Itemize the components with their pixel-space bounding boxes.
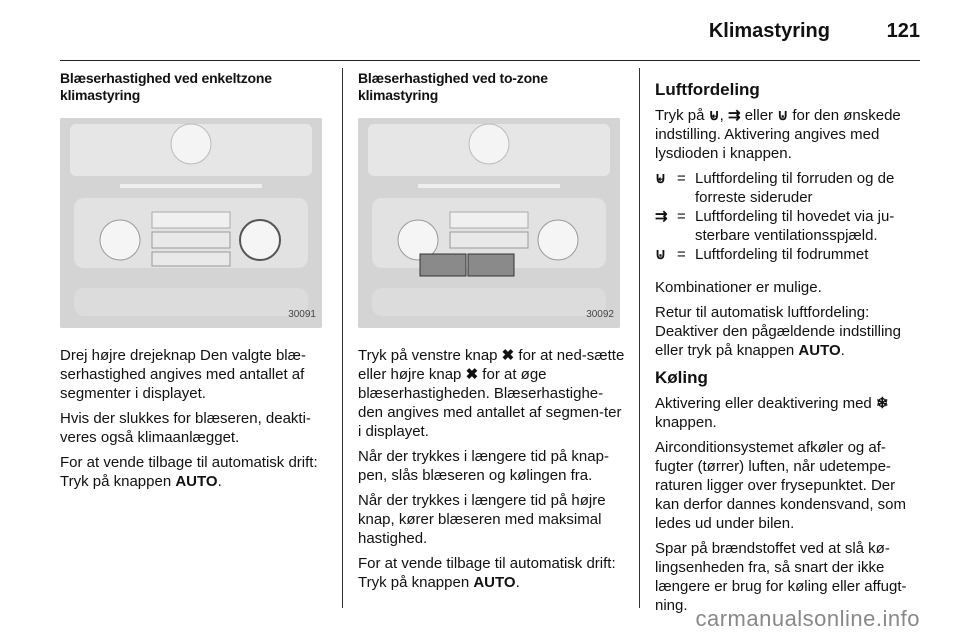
face-airflow-icon: ⇉ <box>655 208 668 225</box>
column-2 <box>358 70 626 598</box>
paragraph-text: knappen. <box>655 414 717 431</box>
figure-number: 30092 <box>586 309 614 320</box>
column-divider-1 <box>342 68 343 608</box>
paragraph-text: . <box>840 342 845 359</box>
paragraph <box>60 346 328 403</box>
paragraph-text: for at øge blæserhastigheden. Blæserhastighe-den angives med antallet af segmen-ter i displayet. <box>358 366 622 440</box>
definition-text: Luftfordeling til hovedet via ju-sterbare ventilationsspjæld. <box>695 208 895 244</box>
column-3 <box>655 80 923 621</box>
equals-sign: = <box>677 170 686 187</box>
definition-list <box>655 169 923 264</box>
column-divider-2 <box>639 68 640 608</box>
windshield-airflow-icon: ⊌ <box>655 170 666 187</box>
paragraph-text: Tryk på venstre knap <box>358 347 502 364</box>
fan-icon: ✖ <box>501 347 515 364</box>
paragraph <box>60 409 328 447</box>
face-airflow-icon: ⇉ <box>727 107 741 124</box>
footwell-airflow-icon: ⊍ <box>777 107 789 124</box>
paragraph-text: Retur til automatisk luftfordeling: Deaktiver den pågældende indstilling eller tryk på knappen <box>655 304 901 359</box>
paragraph-text: for at ned-sætte eller højre knap <box>358 347 625 383</box>
equals-sign: = <box>677 246 686 263</box>
paragraph-text: , <box>719 107 728 124</box>
paragraph-text: Når der trykkes i længere tid på knap-pen, slås blæseren og kølingen fra. <box>358 448 609 484</box>
climate-panel-illustration <box>358 118 620 328</box>
section-heading-air-distribution: Luftfordeling <box>655 80 760 99</box>
definition-text: Luftfordeling til forruden og de forreste sideruder <box>695 170 895 206</box>
paragraph-text: Airconditionsystemet afkøler og af-fugter (tørrer) luften, når udetempe-raturen ligger over frysepunktet. Der kan derfor dannes kondensvand, som ledes ud under bilen. <box>655 439 906 532</box>
section-heading-single-zone: Blæserhastighed ved enkeltzone klimastyring <box>60 70 272 103</box>
definition-row <box>655 245 923 264</box>
climate-panel-illustration <box>60 118 322 328</box>
paragraph-text: For at vende tilbage til automatisk drift: Tryk på knappen <box>358 555 616 591</box>
paragraph <box>358 346 626 441</box>
auto-label: AUTO <box>175 473 218 490</box>
paragraph <box>358 491 626 548</box>
paragraph <box>655 278 923 297</box>
page-number: 121 <box>886 20 920 42</box>
paragraph <box>60 453 328 491</box>
paragraph-text: eller <box>740 107 778 124</box>
column-1 <box>60 70 328 497</box>
paragraph-text: For at vende tilbage til automatisk drift: Tryk på knappen <box>60 454 318 490</box>
section-heading-cooling: Køling <box>655 368 708 387</box>
paragraph-text: Aktivering eller deaktivering med <box>655 395 876 412</box>
paragraph-text: Drej højre drejeknap Den valgte blæ-serhastighed angives med antallet af segmenter i displayet. <box>60 347 306 402</box>
paragraph-text: . <box>515 574 520 591</box>
paragraph-text: . <box>217 473 222 490</box>
paragraph <box>655 438 923 533</box>
paragraph <box>358 554 626 592</box>
paragraph <box>358 447 626 485</box>
paragraph <box>655 539 923 615</box>
auto-label: AUTO <box>473 574 516 591</box>
paragraph <box>655 303 923 360</box>
paragraph-text: Når der trykkes i længere tid på højre knap, kører blæseren med maksimal hastighed. <box>358 492 606 547</box>
paragraph-text: for den ønskede indstilling. Aktivering angives med lysdioden i knappen. <box>655 107 901 162</box>
equals-sign: = <box>677 208 686 225</box>
definition-text: Luftfordeling til fodrummet <box>695 246 869 263</box>
fan-icon: ✖ <box>465 366 479 383</box>
windshield-airflow-icon: ⊌ <box>708 107 720 124</box>
paragraph-text: Kombinationer er mulige. <box>655 279 822 296</box>
watermark: carmanualsonline.info <box>695 606 920 631</box>
footwell-airflow-icon: ⊍ <box>655 246 666 263</box>
section-heading-two-zone: Blæserhastighed ved to-zone klimastyring <box>358 70 548 103</box>
definition-row <box>655 207 923 245</box>
header-title: Klimastyring <box>708 20 830 42</box>
header-rule <box>60 60 920 61</box>
figure-single-zone-panel <box>60 118 322 328</box>
auto-label: AUTO <box>798 342 841 359</box>
figure-two-zone-panel <box>358 118 620 328</box>
figure-number: 30091 <box>288 309 316 320</box>
paragraph-text: Spar på brændstoffet ved at slå kø-lingsenheden fra, så snart der ikke længere er brug for køling eller affugt-ning. <box>655 540 907 614</box>
paragraph <box>655 394 923 432</box>
definition-row <box>655 169 923 207</box>
snowflake-icon: ❄ <box>875 395 889 412</box>
paragraph-text: Tryk på <box>655 107 709 124</box>
paragraph-text: Hvis der slukkes for blæseren, deakti-veres også klimaanlægget. <box>60 410 311 446</box>
paragraph <box>655 106 923 163</box>
